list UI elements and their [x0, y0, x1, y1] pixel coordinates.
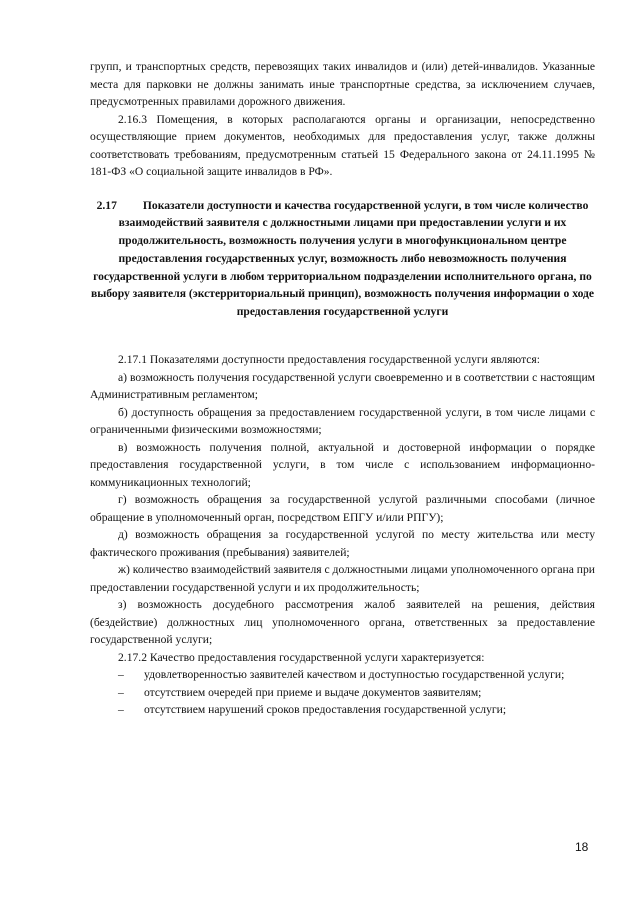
dash-marker: –: [118, 703, 124, 717]
list-item-b: б) доступность обращения за предоставлением государственной услуги, в том числе лицами с ограниченными физическими возможностями;: [90, 405, 595, 437]
list-item-v: в) возможность получения полной, актуальной и достоверной информации о порядке предоставления государственной услуги, в том числе с использованием информационно-коммуникационных технологий;: [90, 440, 595, 489]
dash-item: [90, 701, 595, 719]
paragraph-2-17-2: 2.17.2 Качество предоставления государственной услуги характеризуется:: [118, 650, 485, 664]
dash-item-text: отсутствием нарушений сроков предоставления государственной услуги;: [144, 703, 507, 717]
paragraph-2-17-1: 2.17.1 Показателями доступности предоставления государственной услуги являются:: [118, 353, 540, 367]
dash-item: [90, 666, 595, 684]
list-item-g: г) возможность обращения за государственной услугой различными способами (личное обращение в уполномоченный орган, посредством ЕПГУ и/или РПГУ);: [90, 493, 595, 524]
dash-item-text: удовлетворенностью заявителей качеством и доступностью государственной услуги;: [144, 668, 565, 682]
list-item-a: а) возможность получения государственной услуги своевременно и в соответствии с настоящим Административным регламентом;: [90, 370, 595, 402]
document-page: [90, 58, 595, 719]
heading-number: 2.17: [96, 198, 117, 212]
list-item-d: д) возможность обращения за государственной услугой по месту жительства или месту фактического проживания (пребывания) заявителей;: [90, 528, 595, 559]
page-number: 18: [575, 840, 589, 854]
list-item-zh: ж) количество взаимодействий заявителя с должностными лицами уполномоченного органа при предоставлении государственной услуги и их продолжительность;: [90, 563, 595, 594]
dash-item: [90, 684, 595, 702]
dash-item-text: отсутствием очередей при приеме и выдаче документов заявителям;: [144, 685, 482, 699]
section-heading-2-17: [90, 197, 595, 322]
dash-marker: –: [118, 685, 124, 699]
list-item-z: з) возможность досудебного рассмотрения жалоб заявителей на решения, действия (бездействие) должностных лиц уполномоченного органа, ответственных за предоставление государственной услуги;: [90, 598, 595, 647]
paragraph-2-16-3: 2.16.3 Помещения, в которых располагаются органы и организации, непосредственно осуществляющие прием документов, необходимых для предоставления услуг, также должны соответствовать требованиям, предусмотренным статьей 15 Федерального закона от 24.11.1995 № 181-ФЗ «О социальной защите инвалидов в РФ».: [90, 112, 595, 178]
paragraph-parking: групп, и транспортных средств, перевозящих таких инвалидов и (или) детей-инвалидов. Указанные места для парковки не должны занимать иные транспортные средства, за исключением случаев, предусмотренных правилами дорожного движения.: [90, 60, 595, 108]
dash-marker: –: [118, 668, 124, 682]
heading-text: Показатели доступности и качества государственной услуги, в том числе количество взаимодействий заявителя с должностными лицами при предоставлении услуги и их продолжительность, возможность получения услуги в многофункциональном центре предоставления государственных услуг, возможность либо невозможность получения государственной услуги в любом территориальном подразделении исполнительного органа, по выбору заявителя (экстерриториальный принцип), возможность получения информации о ходе предоставления государственной услуги: [90, 198, 595, 319]
